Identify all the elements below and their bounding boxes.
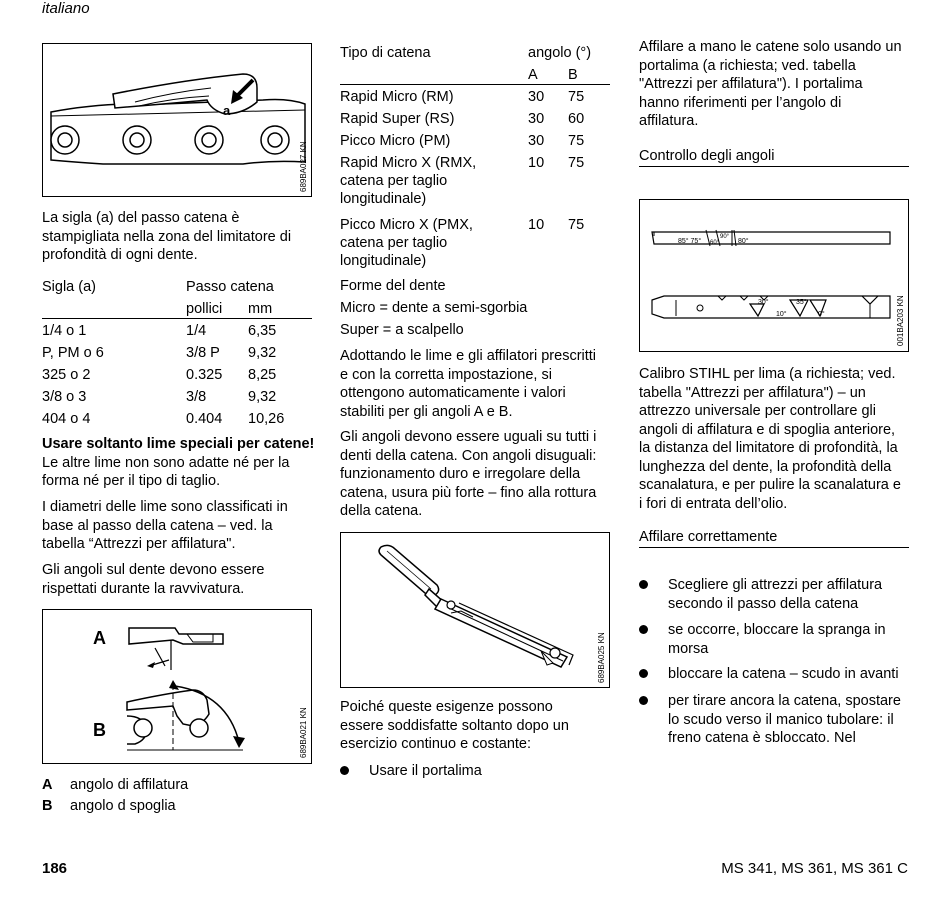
svg-text:80°: 80° [738, 238, 749, 245]
equal-angles-paragraph: Gli angoli devono essere uguali su tutti i denti della catena. Con angoli disuguali: funzionamento duro e irregolare della catena, usura più forte – fino alla rottura della catena. [340, 429, 597, 519]
table-row: 1/4 o 1 1/4 6,35 [42, 323, 277, 339]
table-row: 325 o 2 0.325 8,25 [42, 367, 277, 383]
chain-angles-table: Tipo di catena angolo (°) A B Rapid Micro (RM) 30 75 Rapid Super (RS) 30 60 Picco Micro (PM) 30 75 Rapid Micro X (RMX, catena per taglio longitudinale) 10 75 Picco Micro X (PMX, catena per taglio longitudinale) 10 75 [340, 44, 610, 278]
fig2-code: 689BA021 KN [299, 707, 308, 758]
continuous-practice-paragraph: Poiché queste esigenze possono essere soddisfatte soltanto dopo un esercizio continuo e costante: [340, 699, 569, 752]
prescribed-files-paragraph: Adottando le lime e gli affilatori prescritti e con la corretta impostazione, si ottengono automaticamente i valori stabiliti per gli angoli A e B. [340, 348, 597, 420]
bullet-pull-chain: per tirare ancora la catena, spostare lo scudo verso il manico tubolare: il freno catena è sbloccato. Nel [639, 692, 919, 752]
svg-text:90°: 90° [720, 234, 730, 240]
angle-legend: A angolo di affilatura B angolo d spoglia [42, 777, 189, 814]
chain-pitch-figure [42, 43, 312, 197]
angle-table-rule [340, 84, 610, 85]
bullet-block-chain: bloccare la catena – scudo in avanti [639, 665, 919, 685]
tooth-forms: Forme del dente Micro = dente a semi-sgorbia Super = a scalpello [340, 278, 528, 338]
section-angle-check: Controllo degli angoli [639, 148, 909, 167]
svg-text:A: A [93, 628, 106, 648]
fig1-code: 689BA027 KN [299, 141, 308, 192]
table-row: Rapid Super (RS) 30 60 [340, 111, 585, 127]
filing-gauge-figure [639, 199, 909, 352]
table-row: Rapid Micro (RM) 30 75 [340, 89, 585, 105]
table-row: 404 o 4 0.404 10,26 [42, 411, 285, 427]
table-row: 3/8 o 3 3/8 9,32 [42, 389, 277, 405]
use-file-holder-bullet: Usare il portalima [340, 762, 620, 782]
angles-paragraph: Gli angoli sul dente devono essere rispettati durante la ravvivatura. [42, 562, 265, 597]
file-diameter-paragraph: I diametri delle lime sono classificati in base al passo della catena – ved. la tabella “Attrezzi per affilatura". [42, 499, 288, 552]
bullet-choose-tools: Scegliere gli attrezzi per affilatura secondo il passo della catena [639, 576, 919, 616]
file-holder-figure [340, 532, 610, 688]
bullet-clamp-bar: se occorre, bloccare la spranga in morsa [639, 621, 919, 661]
svg-text:35°: 35° [796, 299, 807, 306]
svg-text:B: B [93, 720, 106, 740]
svg-text:85° 75°: 85° 75° [678, 238, 702, 245]
svg-text:60°: 60° [710, 240, 720, 246]
fig3-code: 689BA025 KN [597, 632, 606, 683]
manual-sharpening-paragraph: Affilare a mano le catene solo usando un portalima (a richiesta; ved. tabella "Attrezzi per affilatura"). I portalima hanno riferimenti per l’angolo di affilatura. [639, 39, 902, 129]
svg-text:10°: 10° [776, 311, 787, 318]
page-number: 186 [42, 860, 68, 877]
warning-paragraph: Usare soltanto lime speciali per catene! Le altre lime non sono adatte né per la forma né per il tipo di taglio. [42, 436, 315, 489]
pitch-marking-paragraph: La sigla (a) del passo catena è stampigliata nella zona del limitatore di profondità di ogni dente. [42, 210, 292, 263]
pitch-table: Sigla (a) Passo catena pollici mm 1/4 o 1 1/4 6,35 P, PM o 6 3/8 P 9,32 325 o 2 0.325 8,25 3/8 o 3 3/8 9,32 404 o 4 0.404 10,26 [42, 278, 312, 432]
tooth-angles-figure [42, 609, 312, 764]
gauge-description-paragraph: Calibro STIHL per lima (a richiesta; ved. tabella "Attrezzi per affilatura") – un attrezzo universale per controllare gli angoli di affilatura e di spoglia anteriore, la distanza del limitatore di profondità, la lunghezza del dente, la profondità della scanalatura, e per pulire la scanalatura e i fori di entrata dell’olio. [639, 366, 901, 512]
pitch-table-rule [42, 318, 312, 319]
table-row: Picco Micro X (PMX, catena per taglio longitudinale) 10 75 [340, 217, 585, 269]
svg-text:30°: 30° [758, 299, 769, 306]
table-row: P, PM o 6 3/8 P 9,32 [42, 345, 277, 361]
fig1-label-a: a [223, 103, 231, 118]
svg-text:0°: 0° [818, 311, 825, 318]
table-row: Picco Micro (PM) 30 75 [340, 133, 585, 149]
language-header: italiano [42, 0, 90, 17]
model-names: MS 341, MS 361, MS 361 C [721, 860, 908, 877]
fig4-code: 001BA203 KN [896, 295, 905, 346]
table-row: Rapid Micro X (RMX, catena per taglio longitudinale) 10 75 [340, 155, 585, 207]
bullet-dot [340, 766, 349, 775]
section-sharpen-correctly: Affilare correttamente [639, 529, 909, 548]
